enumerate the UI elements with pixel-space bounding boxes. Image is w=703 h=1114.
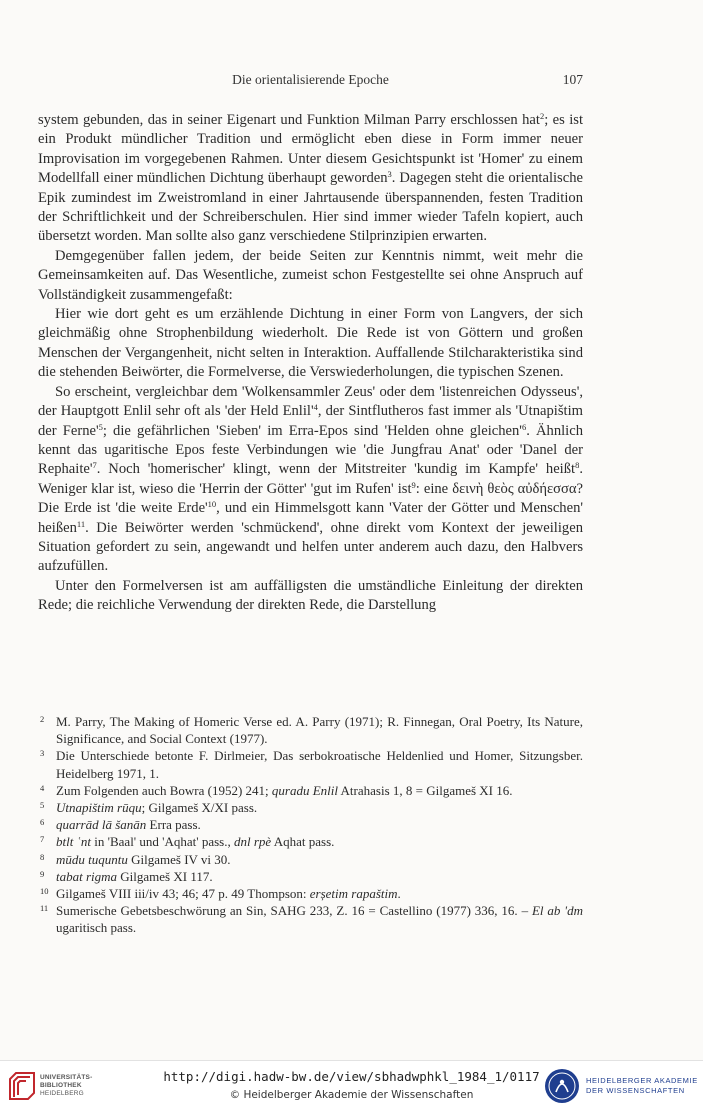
- footnote-number: 8: [40, 851, 45, 862]
- footnote: [38, 713, 583, 747]
- footnote-text: M. Parry, The Making of Homeric Verse ed. A. Parry (1971); R. Finnegan, Oral Poetry, Its Nature, Significance, and Social Context (1977).: [56, 714, 583, 747]
- footnote-ref[interactable]: 9: [411, 479, 416, 490]
- paragraph-4: So erscheint, vergleichbar dem 'Wolkensammler Zeus' oder dem 'listenreichen Odysseus', der Hauptgott Enlil sehr oft als 'der Held $Enlil'^4$, der Sintflutheros fast immer als 'Utnapištim der $Ferne'^5$; die gefährlichen 'Sieben' im Erra-Epos sind 'Helden ohne $gleichen'^6$. Ähnlich kennt das ugaritische Epos feste Verbindungen wie 'die Jungfrau Anat' oder 'Danel der $Rephaite'^7$. Noch 'homerischer' klingt, wenn der Mitstreiter 'kundig im Kampfe' heißt$^8$. Weniger klar ist, wieso die 'Herrin der Götter' 'gut im Rufen' ist$^9$: eine δεινὴ θεὸς αὐδήεσσα? Die Erde ist 'die weite $Erde'^{10}$, und ein Himmelsgott kann 'Vater der Götter und Menschen' heißen$^{11}$. Die Beiwörter werden 'schmückend', ohne direkt vom Kontext der jeweiligen Situation gefordert zu sein, angewandt und helfen unter anderem auch dazu, den Halbvers aufzufüllen.: [38, 383, 583, 575]
- footnote: [38, 833, 583, 850]
- footnote-text: Erra pass.: [146, 817, 201, 833]
- running-head: [38, 72, 583, 92]
- academy-logo[interactable]: [544, 1068, 699, 1108]
- footnote-ref[interactable]: 8: [575, 460, 580, 471]
- footnote-ref[interactable]: 10: [207, 499, 217, 510]
- paragraph-1: system gebunden, das in seiner Eigenart und Funktion Milman Parry erschlossen hat$^2$; es ist ein Produkt mündlicher Tradition und ermöglicht eben diese in Form immer neuer Improvisation im vorgegebenen Rahmen. Unter diesem Gesichtspunkt ist 'Homer' zu einem Modellfall einer mündlichen Dichtung überhaupt geworden$^3$. Dagegen steht die orientalische Epik zumindest im Zweistromland in einer Jahrtausende überspannenden, festen Tradition der Schriftlichkeit und der Schreiberschulen. Hier sind immer wieder Tafeln kopiert, auch übersetzt worden. Man sollte also ganz verschiedene Stilprinzipien erwarten.: [38, 111, 584, 245]
- footnote-text: Sumerische Gebetsbeschwörung an Sin, SAHG 233, Z. 16 = Castellino (1977) 336, 16. –: [56, 903, 532, 919]
- footnote-italic-text: Utnapištim rūqu: [56, 800, 142, 816]
- footnote-ref[interactable]: 6: [521, 421, 527, 432]
- footnote: [38, 851, 583, 868]
- footnote: [38, 885, 583, 902]
- footnote-ref[interactable]: 2: [539, 111, 545, 121]
- footnote-number: 3: [40, 748, 45, 759]
- footnote-italic-text: btlt ʿnt: [56, 834, 92, 850]
- page-url-link[interactable]: http://digi.hadw-bw.de/view/sbhadwphkl_1984_1/0117: [163, 1069, 540, 1084]
- footnote-italic-text: quradu Enlil: [271, 782, 338, 798]
- footnote-number: 4: [40, 782, 45, 793]
- footnote-text: Atrahasis 1, 8 = Gilgameš XI 16.: [338, 782, 513, 798]
- footnote-text: Die Unterschiede betonte F. Dirlmeier, Das serbokroatische Heldenlied und Homer, Sitzungsber. Heidelberg 1971, 1.: [56, 748, 583, 781]
- footnote: [38, 816, 583, 833]
- footnotes: [38, 713, 583, 937]
- paragraph-2: Demgegenüber fallen jedem, der beide Seiten zur Kenntnis nimmt, weit mehr die Gemeinsamkeiten auf. Das Wesentliche, zumeist schon Festgestellte sei ohne Anspruch auf Vollständigkeit zusammengefaßt:: [38, 247, 583, 303]
- footnote: [38, 747, 583, 781]
- footnote-number: 6: [40, 817, 45, 828]
- footnote-number: 5: [40, 800, 45, 811]
- footnote-italic-text: dnl rpè: [234, 834, 272, 850]
- footnote-italic-text: quarrād lā šanān: [56, 817, 147, 833]
- footnote-italic-text: tabat rigma: [56, 868, 118, 884]
- footnote-text: Gilgameš IV vi 30.: [127, 851, 231, 867]
- footnote-text: Gilgameš XI 117.: [117, 868, 213, 884]
- footnote-text: Gilgameš VIII iii/iv 43; 46; 47 p. 49 Thompson:: [56, 886, 310, 902]
- footnote-ref[interactable]: 4: [313, 402, 318, 413]
- footnote-italic-text: mūdu tuquntu: [56, 851, 128, 867]
- footnote-text: Aqhat pass.: [271, 834, 335, 850]
- body-text: [38, 111, 583, 616]
- academy-seal-icon: [544, 1068, 580, 1104]
- academy-name: HEIDELBERGER AKADEMIE DER WISSENSCHAFTEN: [586, 1076, 698, 1095]
- footnote-text: in 'Baal' und 'Aqhat' pass.,: [91, 834, 234, 850]
- paragraph-5: Unter den Formelversen ist am auffälligsten die umständliche Einleitung der direkten Rede; die reichliche Verwendung der direkten Rede, die Darstellung: [38, 577, 583, 614]
- footnote-ref[interactable]: 3: [387, 169, 392, 180]
- footnote-number: 10: [40, 886, 49, 897]
- footnote-number: 2: [40, 714, 45, 724]
- footnote-ref[interactable]: 5: [98, 421, 103, 432]
- footnote: [38, 868, 583, 885]
- page-number: 107: [562, 72, 583, 87]
- university-library-name: UNIVERSITÄTS- BIBLIOTHEK HEIDELBERG: [40, 1074, 93, 1097]
- running-title: Die orientalisierende Epoche: [232, 72, 389, 87]
- footnote-ref[interactable]: 7: [92, 460, 97, 471]
- footnote-italic-text: El ab 'dm: [531, 903, 583, 919]
- footnote: [38, 782, 583, 799]
- footnote-text: Zum Folgenden auch Bowra (1952) 241;: [56, 782, 272, 798]
- footnote-number: 7: [40, 834, 45, 845]
- viewer-footer: [0, 1060, 703, 1114]
- copyright-notice: © Heidelberger Akademie der Wissenschaften: [229, 1089, 474, 1101]
- footnote-text: ; Gilgameš X/XI pass.: [141, 800, 258, 816]
- footnote-italic-text: erșetim rapaštim: [309, 886, 398, 902]
- footnote-number: 11: [40, 903, 49, 914]
- footnote: [38, 902, 583, 936]
- footnote-text: .: [397, 886, 401, 902]
- footnote-ref[interactable]: 11: [76, 518, 86, 529]
- footnote-text: ugaritisch pass.: [56, 920, 137, 936]
- footnote-number: 9: [40, 868, 45, 879]
- footnote: [38, 799, 583, 816]
- paragraph-3: Hier wie dort geht es um erzählende Dichtung in einer Form von Langvers, der sich gleichmäßig ohne Strophenbildung wiederholt. Die Rede ist von Göttern und großen Menschen der Vergangenheit, nicht selten in Interaktion. Auffallende Stilcharakteristika sind die stehenden Beiwörter, die Formelverse, die Verswiederholungen, die typischen Szenen.: [38, 306, 583, 381]
